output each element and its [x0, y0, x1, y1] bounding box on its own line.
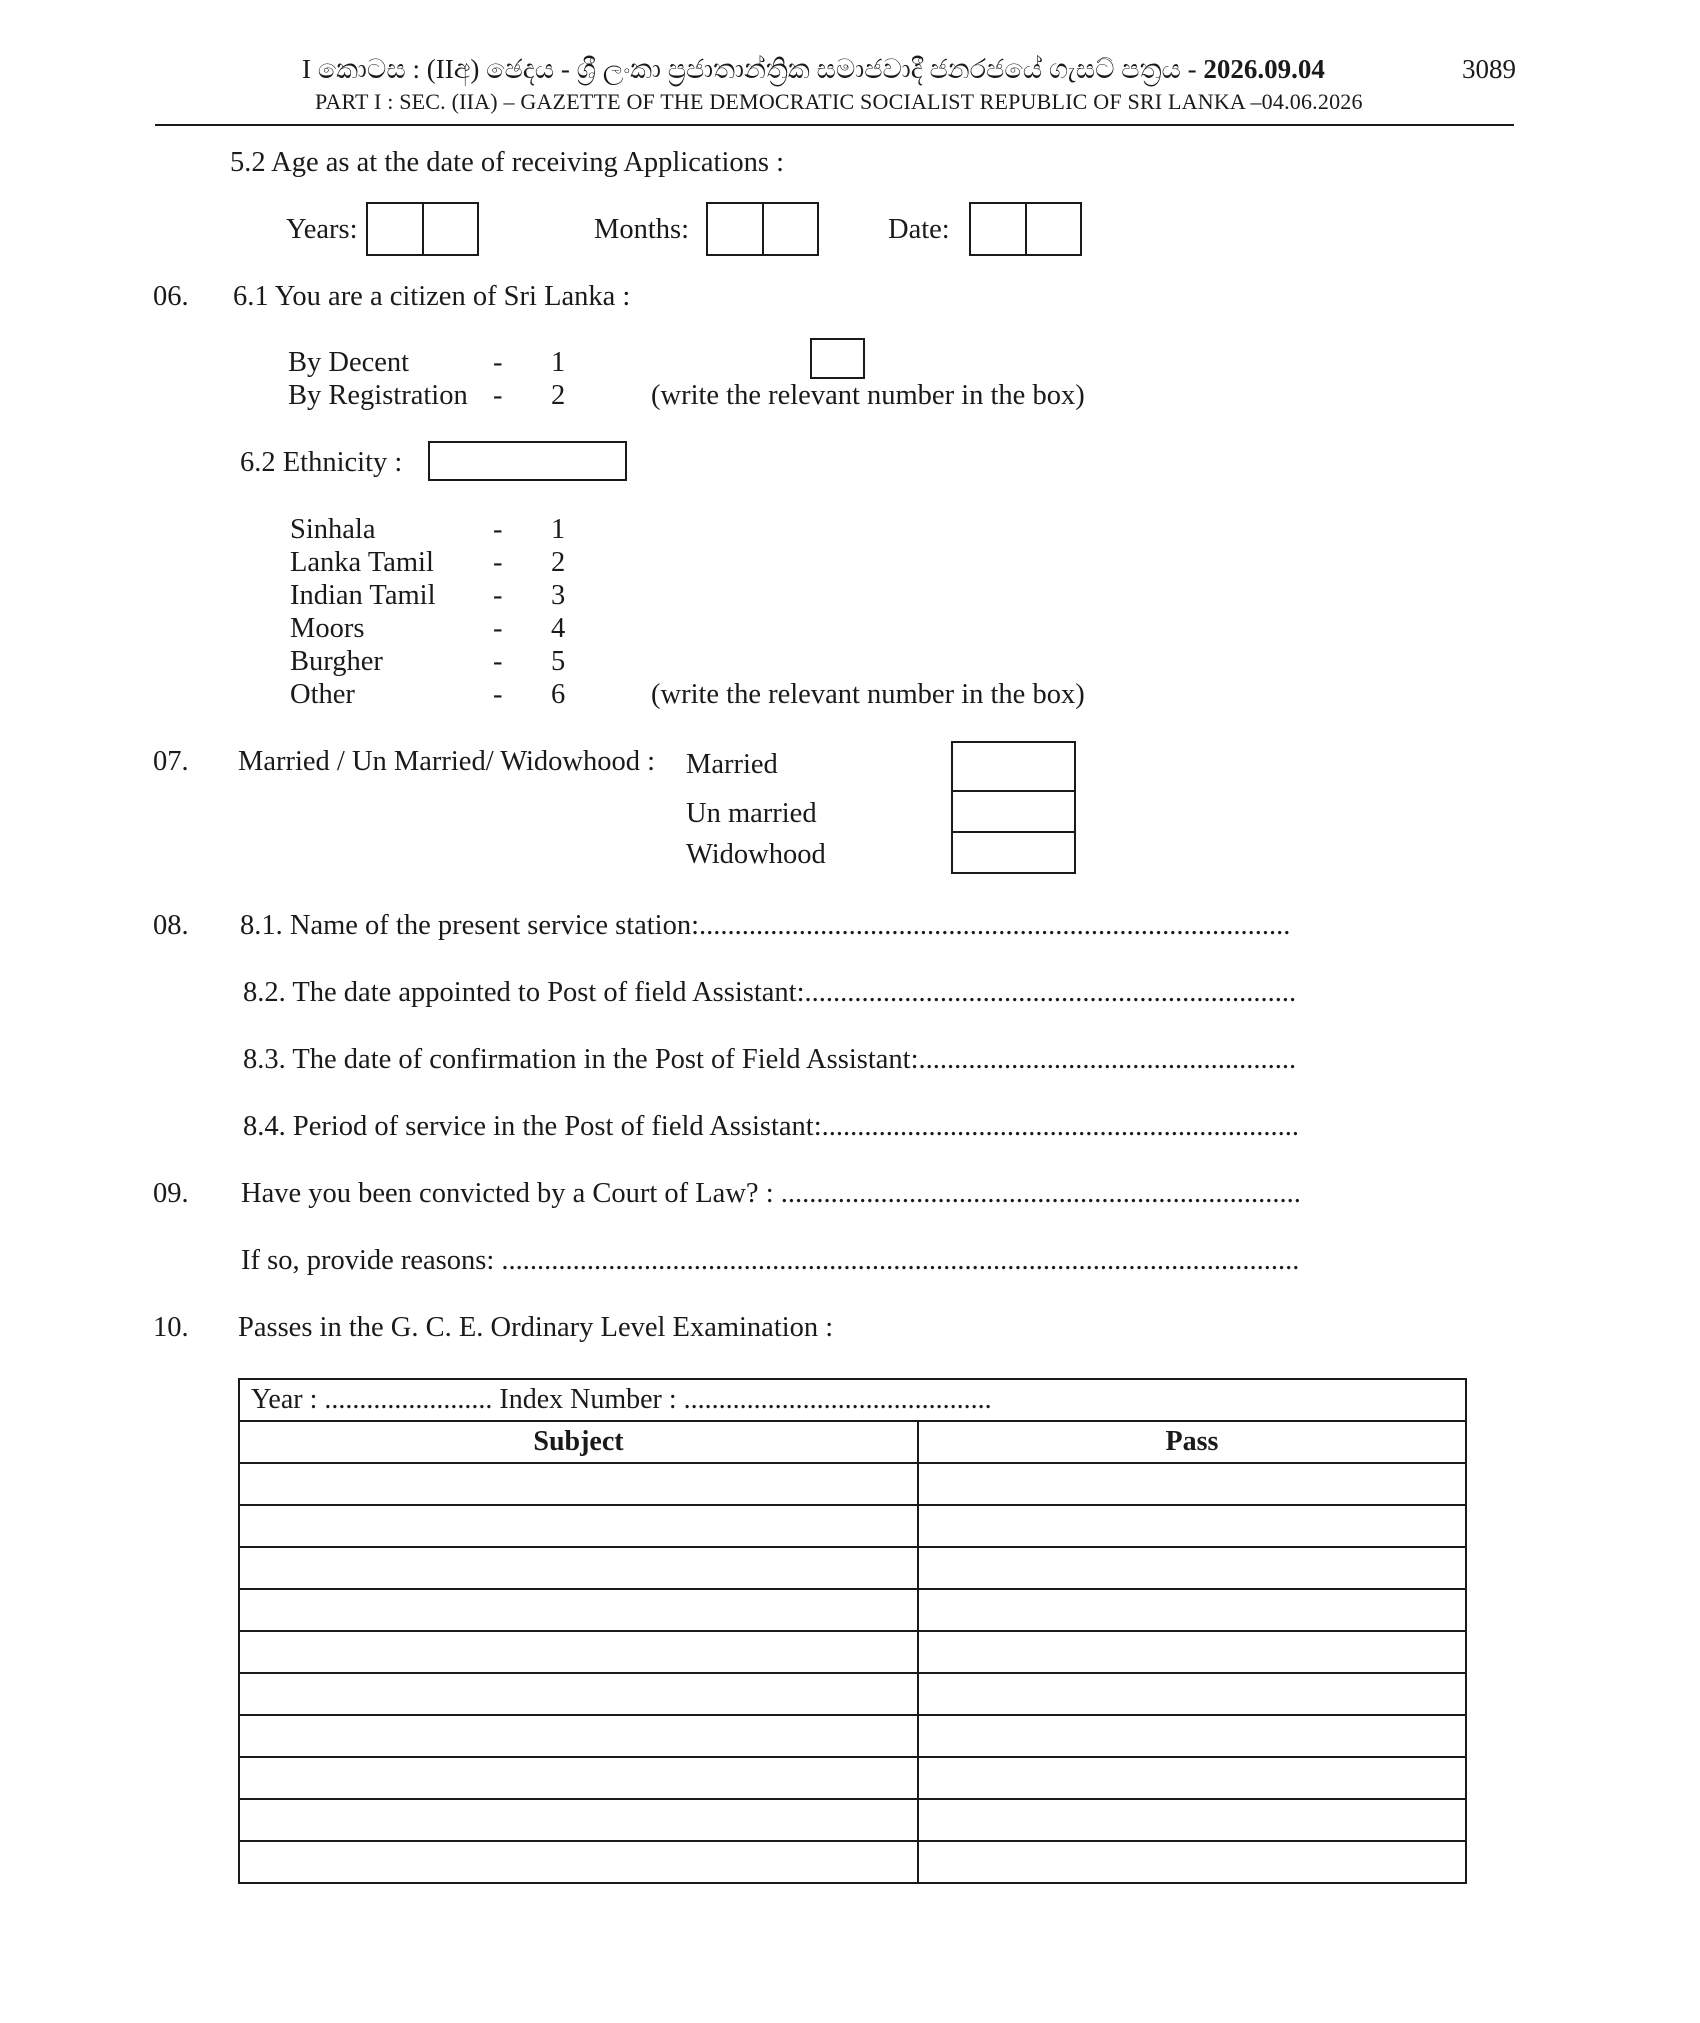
table-row — [239, 1589, 1466, 1631]
gce-ol-label: Passes in the G. C. E. Ordinary Level Examination : — [238, 1312, 834, 1343]
table-row — [239, 1463, 1466, 1505]
citizen-option-dash: - — [493, 380, 503, 411]
table-row — [239, 1673, 1466, 1715]
pass-cell[interactable] — [918, 1589, 1466, 1631]
ethnicity-option-dash: - — [493, 580, 503, 611]
gce-results-table — [238, 1378, 1467, 1884]
subject-column-header: Subject — [239, 1421, 918, 1463]
date-label: Date: — [888, 214, 950, 245]
age-label: 5.2 Age as at the date of receiving Applications : — [230, 147, 785, 178]
subject-cell[interactable] — [239, 1589, 918, 1631]
ethnicity-option-dash: - — [493, 646, 503, 677]
section-07-number: 07. — [153, 746, 189, 777]
service-period-field[interactable]: 8.4. Period of service in the Post of field Assistant:................................................................... — [243, 1111, 1300, 1142]
table-row — [239, 1547, 1466, 1589]
header-sinhala — [302, 52, 1325, 86]
page-number: 3089 — [1462, 54, 1516, 84]
conviction-reasons-field[interactable]: If so, provide reasons: ................................................................................................................ — [241, 1245, 1300, 1276]
ethnicity-option-number: 1 — [551, 514, 566, 545]
citizen-option-number: 1 — [551, 347, 566, 378]
service-station-field[interactable]: 8.1. Name of the present service station:................................................................................... — [240, 910, 1291, 941]
marital-option-unmarried: Un married — [686, 798, 817, 829]
pass-cell[interactable] — [918, 1841, 1466, 1883]
table-row — [239, 1505, 1466, 1547]
citizen-option-label: By Registration — [288, 380, 468, 411]
pass-cell[interactable] — [918, 1547, 1466, 1589]
ethnicity-option-label: Moors — [290, 613, 365, 644]
ethnicity-option-label: Sinhala — [290, 514, 376, 545]
ethnicity-option-dash: - — [493, 514, 503, 545]
ethnicity-box[interactable] — [428, 441, 627, 481]
pass-column-header: Pass — [918, 1421, 1466, 1463]
citizen-note: (write the relevant number in the box) — [651, 380, 1085, 411]
citizen-option-label: By Decent — [288, 347, 410, 378]
ethnicity-option-number: 4 — [551, 613, 566, 644]
subject-cell[interactable] — [239, 1547, 918, 1589]
subject-cell[interactable] — [239, 1505, 918, 1547]
section-10-number: 10. — [153, 1312, 189, 1343]
citizen-option-number: 2 — [551, 380, 566, 411]
section-06-number: 06. — [153, 281, 189, 312]
section-08-number: 08. — [153, 910, 189, 941]
subject-cell[interactable] — [239, 1673, 918, 1715]
ethnicity-option-dash: - — [493, 613, 503, 644]
confirmation-date-field[interactable]: 8.3. The date of confirmation in the Post of Field Assistant:..................................................... — [243, 1044, 1297, 1075]
pass-cell[interactable] — [918, 1757, 1466, 1799]
pass-cell[interactable] — [918, 1799, 1466, 1841]
marital-option-widowhood: Widowhood — [686, 839, 826, 870]
marital-option-married: Married — [686, 749, 778, 780]
header-sinhala-date: 2026.09.04 — [1203, 54, 1325, 84]
citizen-question: 6.1 You are a citizen of Sri Lanka : — [233, 281, 631, 312]
header-rule — [155, 124, 1514, 126]
year-index-row[interactable]: Year : ........................ Index Number : ............................................ — [239, 1379, 1466, 1421]
subject-cell[interactable] — [239, 1841, 918, 1883]
months-box[interactable] — [706, 202, 819, 256]
years-label: Years: — [286, 214, 358, 245]
ethnicity-option-number: 3 — [551, 580, 566, 611]
ethnicity-note: (write the relevant number in the box) — [651, 679, 1085, 710]
subject-cell[interactable] — [239, 1631, 918, 1673]
pass-cell[interactable] — [918, 1631, 1466, 1673]
subject-cell[interactable] — [239, 1757, 918, 1799]
ethnicity-option-label: Indian Tamil — [290, 580, 436, 611]
header-sinhala-text: I කොටස : (IIඅ) ඡෙදය - ශ්‍රී ලංකා ප්‍රජාතාන්ත්‍රික සමාජවාදී ජනරජයේ ගැසට් පත්‍රය - — [302, 54, 1204, 84]
table-row — [239, 1841, 1466, 1883]
table-row — [239, 1715, 1466, 1757]
subject-cell[interactable] — [239, 1799, 918, 1841]
pass-cell[interactable] — [918, 1715, 1466, 1757]
ethnicity-option-number: 2 — [551, 547, 566, 578]
header-english: PART I : SEC. (IIA) – GAZETTE OF THE DEMOCRATIC SOCIALIST REPUBLIC OF SRI LANKA –04.06.2026 — [315, 89, 1363, 114]
table-row — [239, 1631, 1466, 1673]
table-row — [239, 1757, 1466, 1799]
years-box[interactable] — [366, 202, 479, 256]
ethnicity-option-dash: - — [493, 679, 503, 710]
ethnicity-option-label: Lanka Tamil — [290, 547, 434, 578]
pass-cell[interactable] — [918, 1463, 1466, 1505]
ethnicity-option-number: 6 — [551, 679, 566, 710]
appointment-date-field[interactable]: 8.2. The date appointed to Post of field Assistant:..................................................................... — [243, 977, 1297, 1008]
ethnicity-option-number: 5 — [551, 646, 566, 677]
months-label: Months: — [594, 214, 690, 245]
marital-boxes[interactable] — [951, 741, 1076, 874]
conviction-field[interactable]: Have you been convicted by a Court of Law? : ......................................................................... — [241, 1178, 1301, 1209]
marital-label: Married / Un Married/ Widowhood : — [238, 746, 656, 777]
pass-cell[interactable] — [918, 1673, 1466, 1715]
citizen-option-dash: - — [493, 347, 503, 378]
table-row — [239, 1799, 1466, 1841]
ethnicity-option-label: Burgher — [290, 646, 383, 677]
ethnicity-option-dash: - — [493, 547, 503, 578]
pass-cell[interactable] — [918, 1505, 1466, 1547]
date-box[interactable] — [969, 202, 1082, 256]
subject-cell[interactable] — [239, 1463, 918, 1505]
citizen-box[interactable] — [810, 338, 865, 379]
ethnicity-label: 6.2 Ethnicity : — [240, 447, 403, 478]
subject-cell[interactable] — [239, 1715, 918, 1757]
section-09-number: 09. — [153, 1178, 189, 1209]
ethnicity-option-label: Other — [290, 679, 355, 710]
